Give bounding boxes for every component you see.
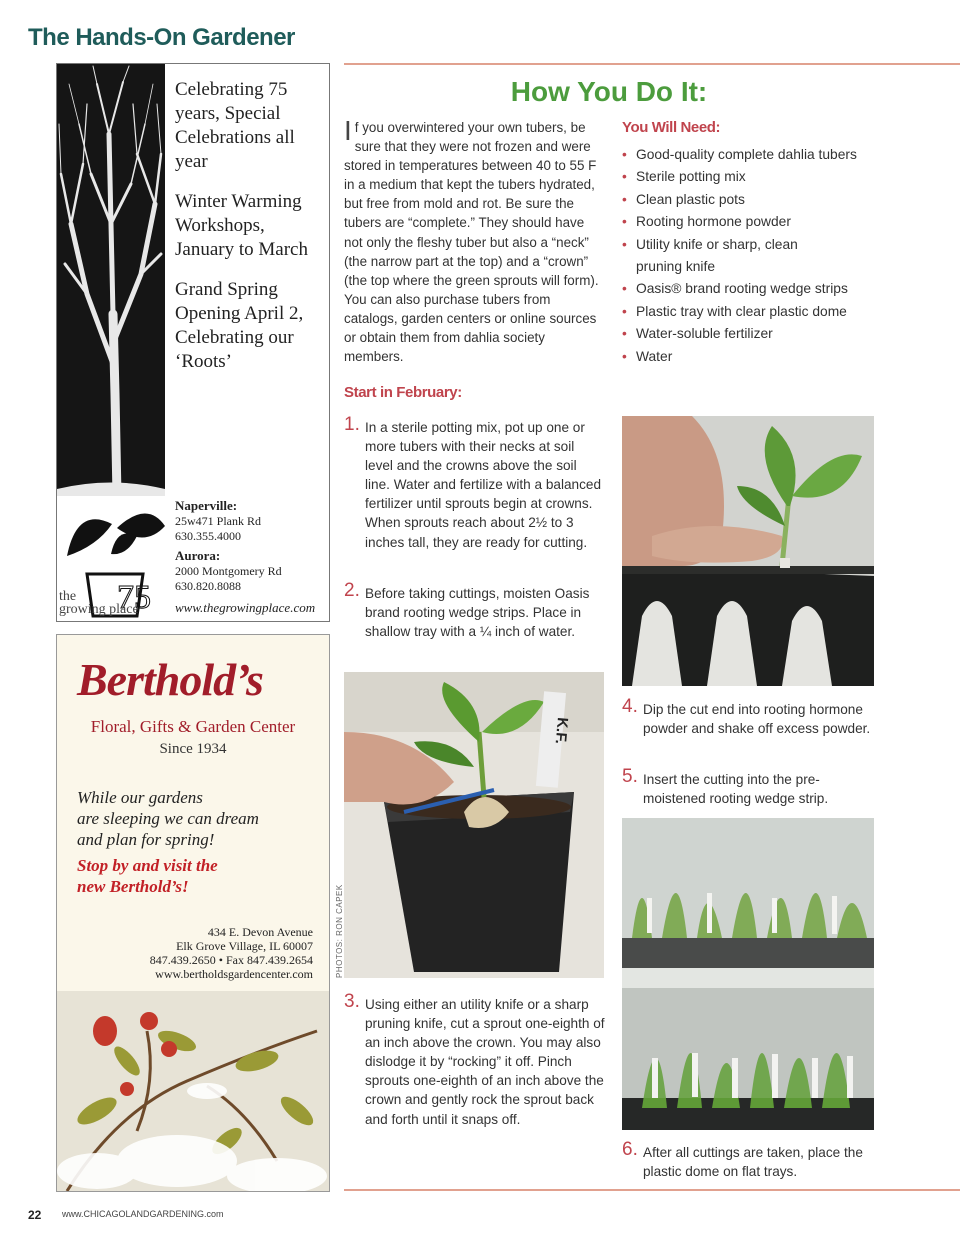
list-item: • Water bbox=[622, 346, 892, 368]
visit-line: Stop by and visit the bbox=[77, 856, 218, 875]
list-item: • Utility knife or sharp, clean pruning knife bbox=[622, 234, 822, 279]
photo-credit: PHOTOS: RON CAPEK bbox=[335, 884, 344, 978]
aurora-address: 2000 Montgomery Rd bbox=[175, 564, 282, 578]
domed-trays-photo bbox=[622, 818, 874, 1130]
announcement-opening: Grand Spring Opening April 2, Celebrating our ‘Roots’ bbox=[175, 279, 304, 372]
logo-name: growing place bbox=[59, 602, 139, 617]
step-text: Using either an utility knife or a sharp pruning knife, cut a sprout one-eighth of an inch above the crown. You may also dislodge it by “rocking” it off. Pinch sprouts one-eighth of an inch above the crown and gently rock the sprout back and forth until it snaps off. bbox=[365, 997, 605, 1127]
visit-line: new Berthold’s! bbox=[77, 877, 189, 896]
step-number: 3. bbox=[344, 991, 360, 1012]
bertholds-address-block bbox=[150, 925, 313, 981]
aurora-phone: 630.820.8088 bbox=[175, 579, 241, 593]
step-3 bbox=[344, 991, 608, 1129]
tagline-line: are sleeping we can dream bbox=[77, 809, 259, 828]
page-number: 22 bbox=[28, 1208, 42, 1222]
article-title: How You Do It: bbox=[510, 76, 708, 107]
step-number: 5. bbox=[622, 766, 638, 787]
step-text: Dip the cut end into rooting hormone powder and shake off excess powder. bbox=[643, 702, 871, 737]
growing-place-website[interactable]: www.thegrowingplace.com bbox=[175, 600, 316, 615]
tagline-line: and plan for spring! bbox=[77, 830, 215, 849]
bertholds-website[interactable]: www.bertholdsgardencenter.com bbox=[155, 967, 313, 981]
announcement-workshops: Winter Warming Workshops, January to March bbox=[175, 191, 308, 260]
bertholds-ad bbox=[56, 634, 330, 1192]
naperville-phone: 630.355.4000 bbox=[175, 529, 241, 543]
logo-text bbox=[59, 590, 139, 616]
top-rule bbox=[344, 63, 960, 65]
step-number: 4. bbox=[622, 696, 638, 717]
step-1 bbox=[344, 414, 602, 552]
step-4 bbox=[622, 696, 872, 738]
pot-label: K.F. bbox=[551, 716, 571, 745]
growing-place-ad bbox=[56, 63, 330, 622]
bertholds-address: 434 E. Devon Avenue bbox=[207, 925, 313, 939]
drop-cap: I bbox=[344, 115, 352, 146]
tagline-line: While our gardens bbox=[77, 788, 203, 807]
bertholds-since: Since 1934 bbox=[159, 741, 227, 757]
wedge-strip-photo bbox=[622, 416, 874, 686]
bertholds-tagline bbox=[77, 787, 259, 850]
announcement-celebrating: Celebrating 75 years, Special Celebrations all year bbox=[175, 79, 295, 172]
rosehip-snow-photo bbox=[57, 991, 329, 1191]
bertholds-brand: Berthold’s bbox=[77, 654, 263, 705]
list-item: • Clean plastic pots bbox=[622, 189, 892, 211]
ad-announcements bbox=[175, 78, 325, 390]
step-text: Insert the cutting into the pre-moistened rooting wedge strip. bbox=[643, 772, 829, 807]
step-number: 6. bbox=[622, 1139, 638, 1160]
list-item: • Plastic tray with clear plastic dome bbox=[622, 301, 892, 323]
step-2 bbox=[344, 580, 602, 641]
ad-addresses bbox=[175, 498, 282, 594]
section-title: The Hands-On Gardener bbox=[28, 24, 295, 51]
logo-the: the bbox=[59, 589, 77, 604]
step-number: 2. bbox=[344, 580, 360, 601]
list-item: • Water-soluble fertilizer bbox=[622, 323, 892, 345]
list-item: • Rooting hormone powder bbox=[622, 211, 892, 233]
footer-url[interactable]: www.CHICAGOLANDGARDENING.com bbox=[62, 1209, 224, 1219]
naperville-address: 25w471 Plank Rd bbox=[175, 514, 262, 528]
supplies-list bbox=[622, 144, 892, 368]
intro-paragraph bbox=[344, 115, 606, 366]
step-text: In a sterile potting mix, pot up one or more tubers with their necks at soil level and the crowns above the soil line. Water and fertilize with a balanced fertilizer until sprouts begin at crowns. When sprouts reach about 2½ to 3 inches tall, they are ready for cutting. bbox=[365, 420, 601, 550]
bertholds-visit bbox=[77, 855, 218, 897]
bertholds-phones: 847.439.2650 • Fax 847.439.2654 bbox=[149, 953, 313, 967]
intro-text: f you overwintered your own tubers, be sure that they were not frozen and were stored in temperatures between 40 to 55 F in a medium that kept the tubers hydrated, but free from mold and rot. Be sure the tubers are “complete.” They should have not only the fleshy tuber but also a “neck” (the narrow part at the top) and a “crown” (the top where the green sprouts will form). You can also purchase tubers from catalogs, garden centers or online sources or obtain them from dahlia society members. bbox=[344, 120, 599, 365]
naperville-label: Naperville: bbox=[175, 498, 238, 513]
step-5 bbox=[622, 766, 872, 808]
start-heading: Start in February: bbox=[344, 384, 462, 401]
step-text: After all cuttings are taken, place the plastic dome on flat trays. bbox=[643, 1145, 863, 1180]
tree-illustration bbox=[57, 64, 165, 496]
step-number: 1. bbox=[344, 414, 360, 435]
potted-tuber-photo bbox=[344, 672, 604, 978]
list-item: • Oasis® brand rooting wedge strips bbox=[622, 278, 892, 300]
list-item: • Sterile potting mix bbox=[622, 166, 892, 188]
bottom-rule bbox=[344, 1189, 960, 1191]
step-6 bbox=[622, 1139, 878, 1181]
logo-number: 75 bbox=[117, 579, 151, 616]
aurora-label: Aurora: bbox=[175, 548, 221, 563]
bertholds-city: Elk Grove Village, IL 60007 bbox=[176, 939, 313, 953]
need-heading: You Will Need: bbox=[622, 119, 721, 136]
list-item: • Good-quality complete dahlia tubers bbox=[622, 144, 892, 166]
step-text: Before taking cuttings, moisten Oasis brand rooting wedge strips. Place in shallow tray with a ¼ inch of water. bbox=[365, 586, 590, 640]
bertholds-subtitle: Floral, Gifts & Garden Center bbox=[90, 717, 296, 736]
